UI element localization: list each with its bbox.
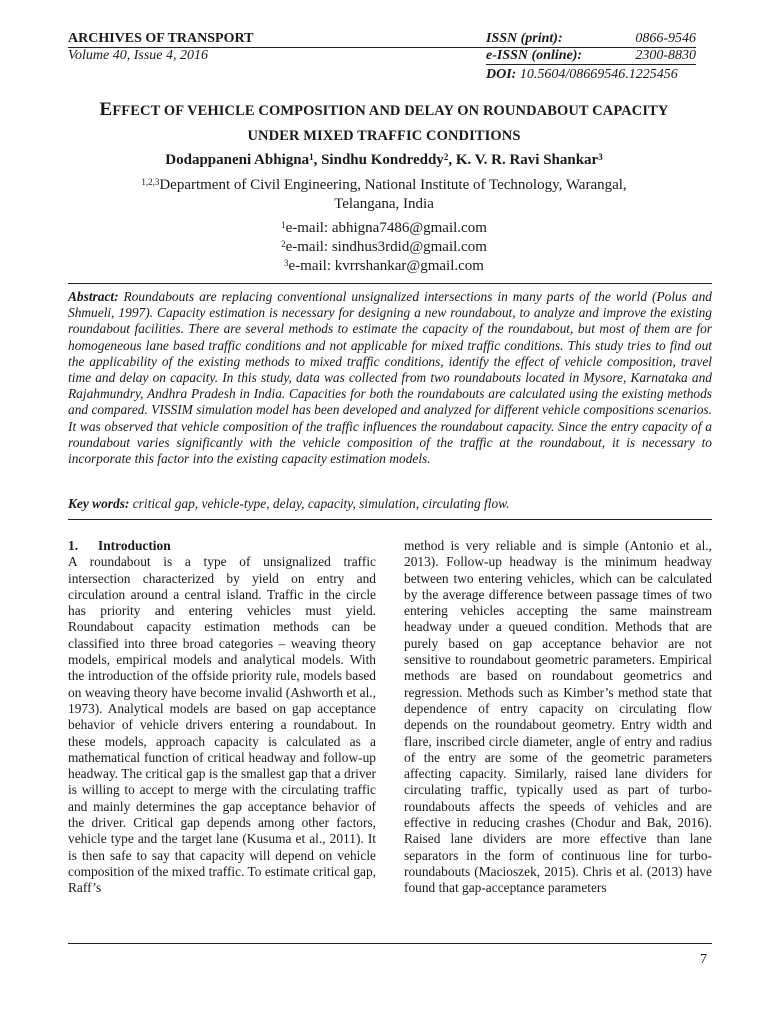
abstract-top-rule (68, 283, 712, 284)
header-divider (68, 47, 696, 48)
page-number: 7 (700, 952, 707, 967)
issn-online-value: 2300-8830 (635, 48, 696, 63)
doi-divider (486, 64, 696, 65)
email-1[interactable] (140, 219, 628, 238)
author-1: Dodappaneni Abhigna (165, 152, 310, 168)
title-line-1 (40, 97, 728, 124)
issn-print-value: 0866-9546 (635, 31, 696, 46)
body-paragraph: A roundabout is a type of unsignalized traffic intersection characterized by yield on entry and circulation around a central island. Traffic in the circle has priority and entering vehicles must yield. Roundabout capacity estimation methods can be classified into three broad categories – weaving theory models, empirical models and analytical models. With the introduction of the offside priority rule, models based on weaving theory have become invalid (Ashworth et al., 1973). Analytical models are based on gap acceptance behavior of vehicle drivers entering a roundabout. In these models, approach capacity is calculated as a mathematical function of critical headway and follow-up headway. The critical gap is the smallest gap that a driver is willing to accept to merge with the circulating traffic and mainly determines the gap acceptance behavior of the driver. Critical gap depends among other factors, vehicle type and the target lane (Kusuma et al., 2011). It is then safe to say that capacity will depend on vehicle composition of the mixed traffic. To estimate critical gap, Raff’s (68, 554, 376, 896)
author-2-sup: 2 (443, 152, 449, 162)
affiliation (110, 176, 658, 214)
email-2[interactable] (140, 238, 628, 257)
left-column (68, 538, 376, 897)
keywords (68, 496, 712, 512)
doi-link[interactable]: 10.5604/08669546.1225456 (519, 67, 678, 82)
affiliation-sup: 1,2,3 (141, 177, 160, 187)
right-column (404, 538, 712, 897)
keywords-text: critical gap, vehicle-type, delay, capacity, simulation, circulating flow. (129, 496, 510, 511)
doi-label: DOI: (486, 67, 517, 82)
abstract-bottom-rule (68, 519, 712, 520)
keywords-label: Key words: (68, 496, 130, 511)
email-sup: 3 (284, 258, 289, 268)
author-3-sup: 3 (598, 152, 603, 162)
email-3[interactable] (140, 257, 628, 276)
issn-print-row (486, 30, 696, 47)
author-separator: , (448, 152, 456, 168)
email-list (140, 219, 628, 276)
abstract-text: Roundabouts are replacing conventional unsignalized intersections in many parts of the world (Polus and Shmueli, 1997). Capacity estimation is necessary for designing a new roundabout, to analyze and improve the existing roundabout facilities. There are several methods to estimate the capacity of the roundabout, but most of them are for homogeneous lane based traffic conditions and not applicable for mixed traffic conditions. This study tries to find out the applicability of the existing methods to mixed traffic conditions, identify the effect of vehicle composition, travel time and delay on capacity. In this study, data was collected from two roundabouts located in Mysore, Karnataka and Rajahmundry, Andhra Pradesh in India. Capacities for both the roundabouts are calculated using the existing methods and compared. VISSIM simulation model has been developed and analyzed for different vehicle compositions scenarios. It was observed that vehicle composition of the traffic influences the roundabout capacity. Since the entry capacity of a roundabout varies significantly with the vehicle composition of the traffic at the roundabout, it is necessary to incorporate this factor into the existing capacity estimation models. (68, 289, 712, 467)
title-line-2: UNDER MIXED TRAFFIC CONDITIONS (247, 128, 521, 144)
section-number: 1. (68, 538, 79, 553)
author-list (40, 151, 728, 169)
abstract-label: Abstract: (68, 289, 119, 304)
email-text: e-mail: kvrrshankar@gmail.com (288, 258, 484, 274)
doi (486, 66, 696, 83)
author-separator: , (313, 152, 322, 168)
abstract (68, 289, 712, 467)
body-paragraph: method is very reliable and is simple (Antonio et al., 2013). Follow-up headway is the minimum headway between two entering vehicles, which can be calculated by the average difference between passage times of two entering vehicles accepting the same mainstream headway under a queued condition. Methods that are purely based on gap acceptance behavior are not sensitive to roundabout geometric parameters. Empirical methods are based on roundabout geometrics and regression. Methods such as Kimber’s method state that dependence of entry capacity on circulating flow depends on the roundabout geometry. Entry width and flare, inscribed circle diameter, angle of entry and radius of the entry are some of the geometric parameters affecting capacity. Similarly, raised lane dividers for circulating traffic, typically used as part of turbo-roundabouts affects the speeds of vehicles and are effective in reducing crashes (Chodur and Bak, 2016). Raised lane dividers are more effective than lane separators in the form of continuous line for turbo-roundabouts (Macioszek, 2015). Chris et al. (2013) have found that gap-acceptance parameters (404, 538, 712, 896)
author-1-sup: 1 (309, 152, 314, 162)
paper-title (40, 97, 728, 149)
email-sup: 1 (281, 220, 286, 230)
footer-rule (68, 943, 712, 944)
journal-name: ARCHIVES OF TRANSPORT (68, 31, 254, 46)
author-2: Sindhu Kondreddy (321, 152, 444, 168)
email-text: e-mail: abhigna7486@gmail.com (285, 220, 487, 236)
issn-print-label: ISSN (print): (486, 31, 563, 46)
title-line-1-text: FFECT OF VEHICLE COMPOSITION AND DELAY ON ROUNDABOUT CAPACITY (112, 103, 669, 119)
title-initial: E (99, 99, 113, 120)
affiliation-text: Department of Civil Engineering, National Institute of Technology, Warangal, Telangana, India (159, 177, 627, 212)
section-heading (68, 538, 376, 554)
journal-volume: Volume 40, Issue 4, 2016 (68, 48, 208, 63)
issn-online-label: e-ISSN (online): (486, 48, 583, 63)
author-3: K. V. R. Ravi Shankar (455, 152, 599, 168)
email-text: e-mail: sindhus3rdid@gmail.com (285, 239, 487, 255)
section-title: Introduction (98, 538, 171, 553)
email-sup: 2 (281, 239, 286, 249)
issn-online-row (486, 47, 696, 64)
